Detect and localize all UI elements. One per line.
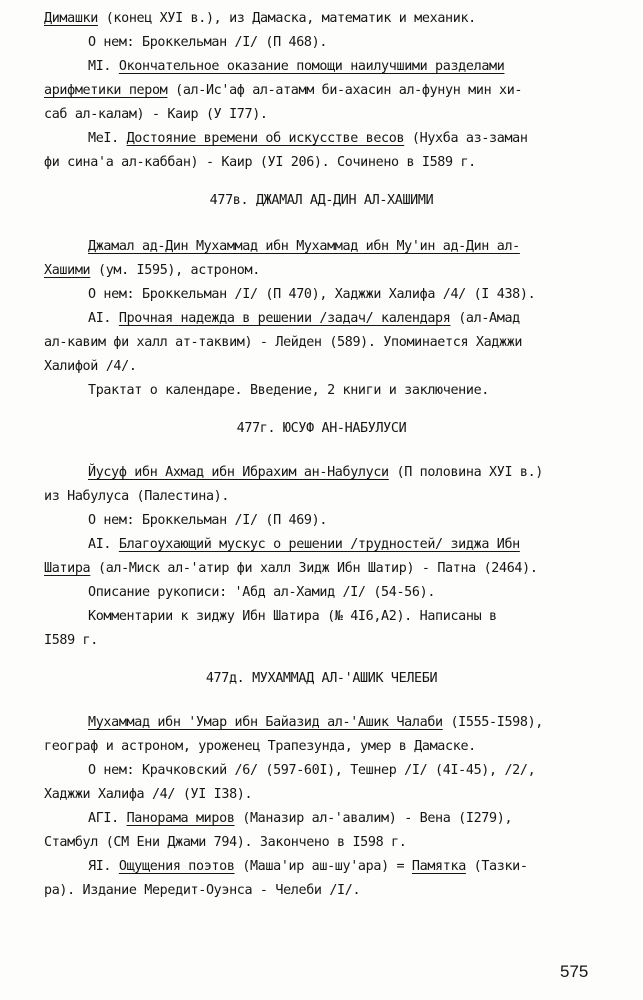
- text-line: Димашки (конец ХУI в.), из Дамаска, математик и механик.: [44, 11, 476, 26]
- section-heading: 477д. МУХАММАД АЛ-'АШИК ЧЕЛЕБИ: [205, 671, 438, 686]
- text-line: АГI. Панорама миров (Маназир ал-'авалим) - Вена (I279),: [88, 811, 513, 826]
- text-line: из Набулуса (Палестина).: [44, 489, 230, 504]
- section-heading: 477в. ДЖАМАЛ АД-ДИН АЛ-ХАШИМИ: [209, 193, 434, 208]
- text-line: АI. Благоухающий мускус о решении /трудностей/ зиджа Ибн: [88, 537, 520, 552]
- text-line: ра). Издание Мередит-Оуэнса - Челеби /I/.: [44, 883, 361, 898]
- text-line: Хашими (ум. I595), астроном.: [44, 263, 260, 278]
- text-line: I589 г.: [44, 633, 98, 648]
- text-line: Описание рукописи: 'Абд ал-Хамид /I/ (54-56).: [88, 585, 436, 600]
- text-line: Трактат о календаре. Введение, 2 книги и заключение.: [88, 383, 490, 398]
- text-line: ЯI. Ощущения поэтов (Маша'ир аш-шу'ара) = Памятка (Тазки-: [88, 859, 528, 874]
- page-number: 575: [560, 962, 589, 981]
- text-line: географ и астроном, уроженец Трапезунда, умер в Дамаске.: [44, 739, 476, 754]
- text-line: ал-кавим фи халл ат-таквим) - Лейден (589). Упоминается Хаджжи: [44, 335, 523, 350]
- text-line: Комментарии к зиджу Ибн Шатира (№ 4I6,А2). Написаны в: [88, 609, 497, 624]
- text-line: арифметики пером (ал-Ис'аф ал-атамм би-ахасин ал-фунун мин хи-: [44, 83, 523, 98]
- text-line: Мухаммад ибн 'Умар ибн Байазид ал-'Ашик Чалаби (I555-I598),: [88, 715, 544, 730]
- text-line: МI. Окончательное оказание помощи наилучшими разделами: [88, 59, 505, 74]
- text-line: Джамал ад-Дин Мухаммад ибн Мухаммад ибн Му'ин ад-Дин ал-: [88, 239, 520, 254]
- text-line: О нем: Броккельман /I/ (П 469).: [88, 513, 328, 528]
- text-line: саб ал-калам) - Каир (У I77).: [44, 107, 268, 122]
- text-line: Хаджжи Халифа /4/ (УI I38).: [44, 787, 253, 802]
- text-line: Стамбул (СМ Ени Джами 794). Закончено в I598 г.: [44, 835, 407, 850]
- text-line: Халифой /4/.: [44, 359, 137, 374]
- text-line: О нем: Броккельман /I/ (П 468).: [88, 35, 328, 50]
- text-line: Шатира (ал-Миск ал-'атир фи халл Зидж Ибн Шатир) - Патна (2464).: [44, 561, 538, 576]
- text-line: О нем: Броккельман /I/ (П 470), Хаджжи Халифа /4/ (I 438).: [88, 287, 536, 302]
- text-line: АI. Прочная надежда в решении /задач/ календаря (ал-Амад: [88, 311, 520, 326]
- text-line: МеI. Достояние времени об искусстве весов (Нухба аз-заман: [88, 131, 528, 146]
- text-line: фи сина'а ал-каббан) - Каир (УI 206). Сочинено в I589 г.: [44, 155, 476, 170]
- text-line: О нем: Крачковский /6/ (597-60I), Тешнер /I/ (4I-45), /2/,: [88, 763, 536, 778]
- section-heading: 477г. ЮСУФ АН-НАБУЛУСИ: [236, 421, 407, 436]
- text-line: Йусуф ибн Ахмад ибн Ибрахим ан-Набулуси (П половина ХУI в.): [88, 465, 544, 480]
